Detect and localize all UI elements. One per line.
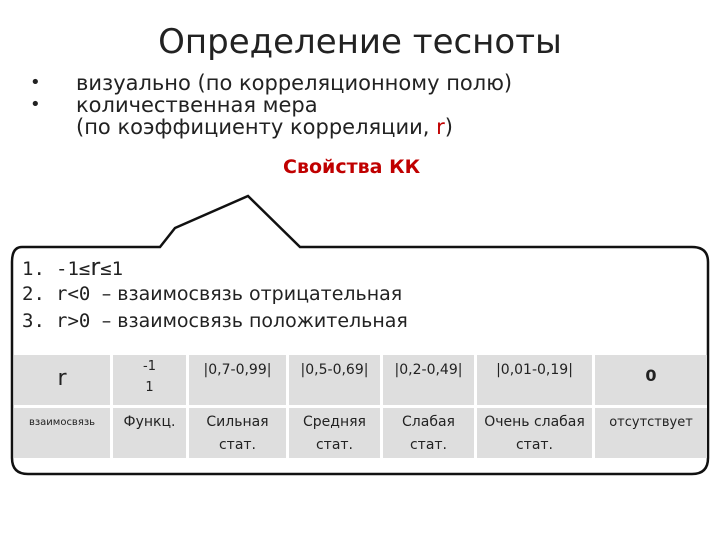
table-cell: 0 [645,366,657,385]
table-cell: отсутствует [609,415,693,430]
cell-line: Средняя [303,414,366,430]
property-text: – взаимосвязь отрицательная [101,283,403,305]
property-number: 2. [22,283,45,305]
property-item [22,281,408,308]
properties-list [22,254,408,335]
table-row-label: взаимосвязь [28,417,96,428]
table-cell [113,356,186,398]
property-item [22,254,408,281]
cell-line: -1 [143,359,156,374]
variable-r: r [436,115,445,139]
table-cell: |0,5-0,69| [300,362,369,378]
property-text: – взаимосвязь положительная [101,310,408,332]
bullet-text-part: ) [444,115,453,139]
table-cell: |0,2-0,49| [394,362,463,378]
bullet-dot: • [30,72,41,93]
property-item [22,308,408,335]
table-cell: |0,7-0,99| [203,362,272,378]
variable-r: r [90,253,101,281]
property-number: 3. [22,310,45,332]
table-cell [189,411,286,457]
cell-line: стат. [315,437,354,453]
property-condition: r<0 [56,283,102,305]
cell-line: 1 [145,380,154,395]
table-cell [289,411,380,457]
table-cell: |0,01-0,19| [496,362,573,378]
cell-line: стат. [409,437,448,453]
cell-line: стат. [515,437,554,453]
slide-title: Определение тесноты [158,22,562,62]
cell-line: Слабая [402,414,455,430]
correlation-table [14,355,707,458]
table-header-r: r [57,366,67,391]
property-condition: r>0 [56,310,102,332]
bullet-text-part: (по коэффициенту корреляции, [76,115,437,139]
cell-line: Сильная [206,414,269,430]
bullet-text: визуально (по корреляционному полю) [76,71,513,95]
section-subtitle: Свойства КК [283,156,421,178]
property-text: -1≤ [56,258,91,280]
cell-line: стат. [218,437,257,453]
cell-line: Очень слабая [484,414,585,430]
bullet-text: количественная мера [76,93,318,117]
table-cell: Функц. [123,414,176,430]
property-number: 1. [22,258,45,280]
table-cell [383,411,474,457]
table-cell [477,411,592,457]
property-text: ≤1 [100,258,124,280]
bullet-dot: • [30,94,41,115]
row-separator [14,405,707,408]
